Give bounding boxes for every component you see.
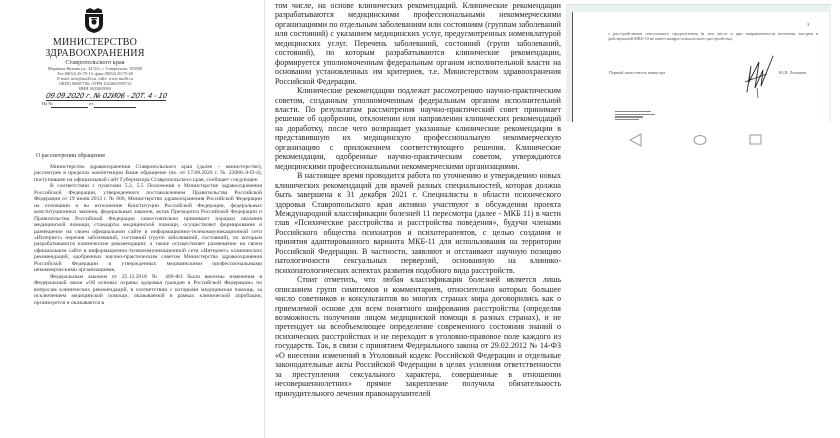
ministry-email: E-mail: info@mz26.ru, сайт: www.mz26.ru [57, 76, 133, 81]
letter-subject: О рассмотрении обращения [36, 153, 105, 159]
ministry-phone: Тел (8652) 26-79-15, факс (8652) 26-75-60 [57, 71, 133, 76]
closing-paragraph: с расстройствами сексуального предпочтения (в том числе и при направленности влечения, которая в действующей МКБ-10 не имеет шифра психического расстройства). [608, 31, 818, 41]
letter-body-page-1 [34, 164, 262, 306]
letter-body-page-2 [275, 1, 561, 398]
paragraph: Федеральным законом от 25.12.2018 № 489-ФЗ были внесены изменения в Федеральный закон «Об основах охраны здоровья граждан в Российской Федерации» по вопросам клинических рекомендаций, в соответствии с которыми медицинская помощь, за исключением медицинской помощи, оказываемой в рамках клинической апробации, организуется и оказывается в [34, 273, 262, 306]
phone-screenshot-page-3 [566, 0, 840, 438]
paragraph: том числе, на основе клинических рекомендаций. Клинические рекомендации разрабатываются медицинскими профессиональными некоммерческими организациями по отдельным заболеваниям или состояниям (группам заболеваний или состояний) с указанием медицинских услуг, предусмотренных номенклатурой медицинских услуг. Перечень заболеваний, состояний (групп заболеваний, состояний), по которым разрабатываются клинические рекомендации, формируется уполномоченным федеральным органом исполнительной власти на основании установленных им критериев, т.е. Министерством здравоохранения Российской Федерации. [275, 1, 561, 86]
handwritten-signature [733, 52, 781, 100]
paragraph: Стоит отметить, что любая классификация болезней является лишь описанием групп симптомов и комментариев, относительно которых большее число советников и консультантов во многих странах мира договорились как о приемлемой основе для всем понятного шифрования расстройства (определяя возможность получения лицом медицинской помощи в разных странах), и не претендует на всеобъемлющее определение современного состояния знаний о психических расстройствах и не переходит в уголовно-правовое поле каждого из государств. Так, в связи с принятием Федерального закона от 29.02.2012 № 14-ФЗ «О внесении изменений в Уголовный кодекс Российской Федерации и отдельные законодательные акты Российской Федерации в целях усиления ответственности за преступления сексуального характера, совершенные в отношении несовершеннолетних» прямое закрепление получила обязательность принудительного лечения правонарушителей [275, 275, 561, 398]
paragraph: Клинические рекомендации подлежат рассмотрению научно-практическим советом, созданным уполномоченным федеральным органом исполнительной власти. По результатам рассмотрения научно-практический совет принимает решение об одобрении, отклонении или направлении клинических рекомендаций на доработку, после чего возвращает указанные клинические рекомендации в представившую их медицинскую профессиональную некоммерческую организацию с приложением соответствующего решения. Клинические рекомендации, одобренные научно-практическим советом, утверждаются медицинскими профессиональными некоммерческими организациями. [275, 86, 561, 171]
na-no-label: На № [42, 101, 53, 106]
signatory-role: Первый заместитель министра [609, 70, 666, 75]
letter-page-1 [0, 0, 262, 438]
ministry-title-line2: ЗДРАВООХРАНЕНИЯ [45, 48, 145, 59]
executor-note [615, 111, 655, 122]
recents-icon[interactable] [748, 133, 764, 147]
paragraph: Министерство здравоохранения Ставропольского края (далее – министерство), рассмотрев в пределах компетенции Ваше обращение (вх. от 17.08.2020 г. № 22086-Э-П-4), поступившее на официальный сайт Губернатора Ставропольского края, сообщает следующее. [34, 164, 262, 183]
na-no-underline [51, 107, 88, 108]
paragraph: В соответствии с пунктами 5.2, 5.5 Положения о Министерстве здравоохранения Российской Федерации, утвержденного постановлением Правительства Российской Федерации от 19 июня 2012 г. № 608, Министерство здравоохранения Российской Федерации на основании и во исполнение Конституции Российской Федерации, федеральных конституционных законов, федеральных законов, актов Президента Российской Федерации и Правительства Российской Федерации самостоятельно принимает порядки оказания медицинской помощи, стандарты медицинской помощи, осуществляет формирование и размещение на своем официальном сайте в информационно-телекоммуникационной сети «Интернет» перечня заболеваний, состояний (групп заболеваний, состояний), по которым разрабатываются клинические рекомендации; а также осуществляет размещение на своем официальном сайте в информационно-телекоммуникационной сети «Интернет» клинических рекомендаций, одобренных научно-практическим советом Министерства здравоохранения Российской Федерации и утвержденных медицинскими профессиональными некоммерческими организациями. [34, 183, 262, 274]
paragraph: В настоящее время проводится работа по уточнению и утверждению новых клинических рекомендаций для врачей разных специальностей, которая должна быть завершена к 31 декабря 2021 г. Специалисты в области психического здоровья Ставропольского края активно участвуют в обсуждении проекта Международной классификации болезней 11 пересмотра (далее - МКБ 11) в части глав «Психические расстройства и расстройства поведения», будучи членами Российского общества психиатров и психотерапевтов, с целью создания и принятия адаптированного варианта МКБ-11 для использования на территории Российской Федерации. В частности, заявляют и отстаивают научную позицию патологичности сексуальных перверзий, основанную на клинико-психопатологических аспектах развития подобного вида расстройств. [275, 171, 561, 275]
back-icon[interactable] [628, 133, 644, 147]
ot-underline [94, 107, 136, 108]
ministry-region: Ставропольского края [65, 59, 125, 66]
signatory-name: Ю.В. Латышев [779, 70, 807, 75]
page-number: 3 [807, 22, 810, 27]
letter-page-3[interactable] [572, 12, 829, 122]
ministry-inn: ИНН 2633005994 [79, 86, 111, 91]
ministry-title-line1: МИНИСТЕРСТВО [52, 37, 138, 48]
date-underline [46, 100, 166, 101]
ministry-okpo: ОКПО 00087700, ОГРН 1022601995712 [58, 81, 132, 86]
reference-number-label [42, 101, 53, 106]
home-icon[interactable] [692, 133, 708, 147]
coat-of-arms-icon [82, 7, 106, 34]
ot-label: от [89, 101, 94, 106]
ministry-address: Маршала Жукова ул., 42/311, г. Ставрополь, 355000 [47, 66, 143, 71]
letter-page-2 [264, 0, 565, 438]
handwritten-date-number: 09.09.2020 г. № 02И06 - 20Т. 4 - 10 [45, 92, 168, 100]
